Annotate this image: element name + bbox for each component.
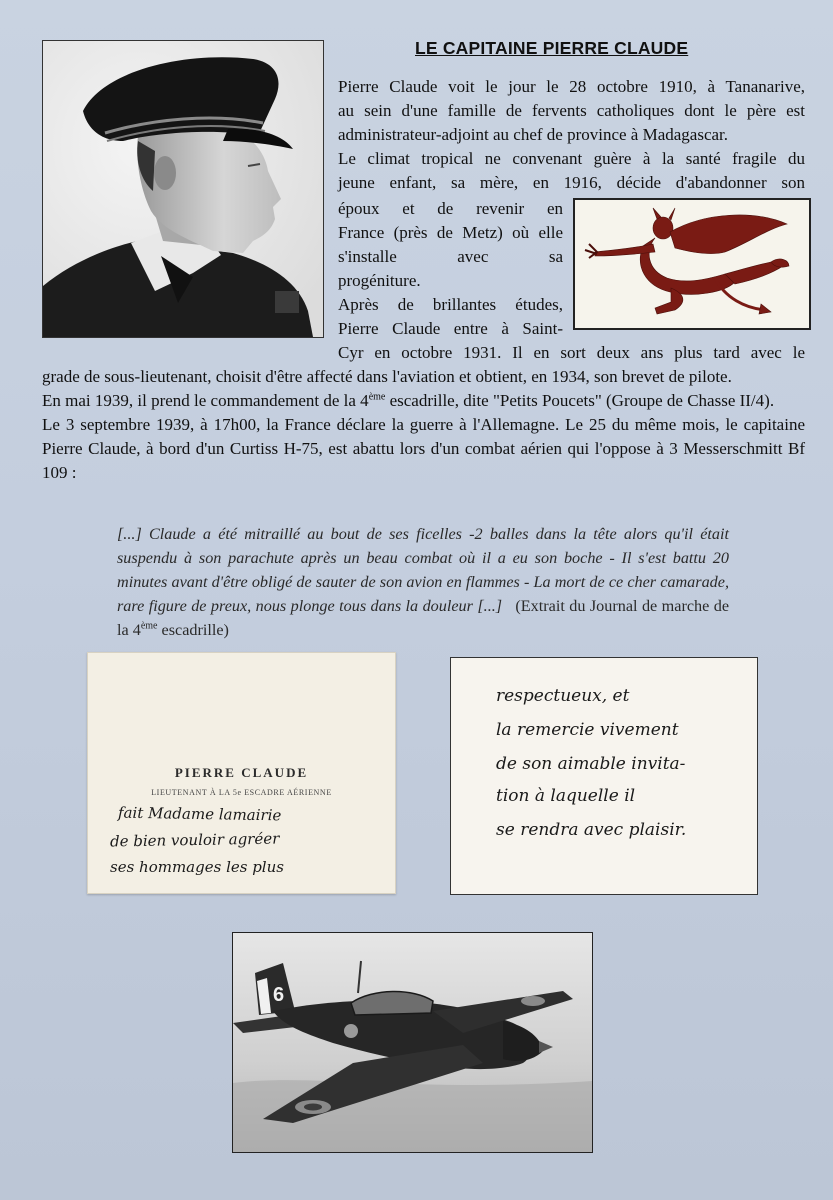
paragraph-command-pre: En mai 1939, il prend le commandement de la 4 [42, 391, 369, 410]
journal-quote [117, 522, 729, 642]
paragraph-training: grade de sous-lieutenant, choisit d'être affecté dans l'aviation et obtient, en 1934, son brevet de pilote. [42, 367, 732, 386]
intro-line: Le climat tropical ne convenant guère à la santé fragile du [338, 149, 805, 168]
paragraph-command [42, 389, 805, 413]
letter-handwriting-line: respectueux, et [496, 686, 630, 706]
letter-handwriting-line: se rendra avec plaisir. [496, 820, 687, 840]
body-text-block [42, 365, 805, 485]
intro-narrow-block [338, 197, 563, 341]
card-name: PIERRE CLAUDE [174, 765, 309, 780]
intro-line: progéniture. [338, 271, 421, 290]
quote-source-pre: (Extrait du Journal de marche de la 4 [117, 597, 729, 639]
card-handwriting-line: fait Madame lamairie [117, 803, 282, 825]
quote-text: [...] Claude a été mitraillé au bout de ses ficelles -2 balles dans la tête alors qu'il était suspendu à son parachute après un beau combat où il a eu son boche - Il s'est battu 20 minutes avant d'être obligé de sauter de son avion en flammes - La mort de ce cher camarade, rare figure de preux, nous plonge tous dans la douleur [...] [117, 525, 729, 615]
card-subtitle: LIEUTENANT À LA 5e ESCADRE AÉRIENNE [151, 788, 332, 797]
intro-line: jeune enfant, sa mère, en 1916, décide d'abandonner son [338, 173, 805, 192]
letter-handwriting-line: la remercie vivement [496, 720, 679, 740]
tail-number: 6 [273, 984, 285, 1006]
paragraph-war: Le 3 septembre 1939, à 17h00, la France déclare la guerre à l'Allemagne. Le 25 du même mois, le capitaine Pierre Claude, à bord d'un Curtiss H-75, est abattu lors d'un combat aérien qui l'oppose à 3 Messerschmitt Bf 109 : [42, 415, 805, 482]
intro-line: s'installe avec sa [338, 247, 563, 266]
intro-line: Pierre Claude voit le jour le 28 octobre 1910, à Tananarive, [338, 77, 805, 96]
superscript: ème [368, 391, 386, 403]
intro-line: Après de brillantes études, [338, 295, 563, 314]
intro-line: époux et de revenir en [338, 199, 563, 218]
card-handwriting-line: de bien vouloir agréer [109, 829, 280, 851]
intro-line: Cyr en octobre 1931. Il en sort deux ans plus tard avec le [338, 343, 805, 362]
intro-line: Pierre Claude entre à Saint- [338, 319, 563, 338]
intro-line: au sein d'une famille de fervents catholiques dont le père est [338, 101, 805, 120]
page-title: LE CAPITAINE PIERRE CLAUDE [415, 38, 689, 58]
letter-handwriting-line: de son aimable invita- [496, 754, 686, 774]
card-handwriting-line: ses hommages les plus [110, 858, 284, 876]
visiting-card [87, 652, 396, 894]
intro-line: France (près de Metz) où elle [338, 223, 563, 242]
superscript: ème [140, 620, 158, 632]
quote-source-post: escadrille) [157, 621, 229, 639]
letter-handwriting-line: tion à laquelle il [496, 786, 636, 806]
paragraph-command-post: escadrille, dite "Petits Poucets" (Groupe de Chasse II/4). [385, 391, 775, 410]
intro-line: administrateur-adjoint au chef de province à Madagascar. [338, 125, 729, 144]
handwritten-letter [450, 657, 758, 895]
devil-emblem-image [573, 198, 811, 330]
curtiss-h75-photo [232, 932, 593, 1153]
intro-text-block [338, 75, 805, 195]
portrait-photo [42, 40, 324, 338]
